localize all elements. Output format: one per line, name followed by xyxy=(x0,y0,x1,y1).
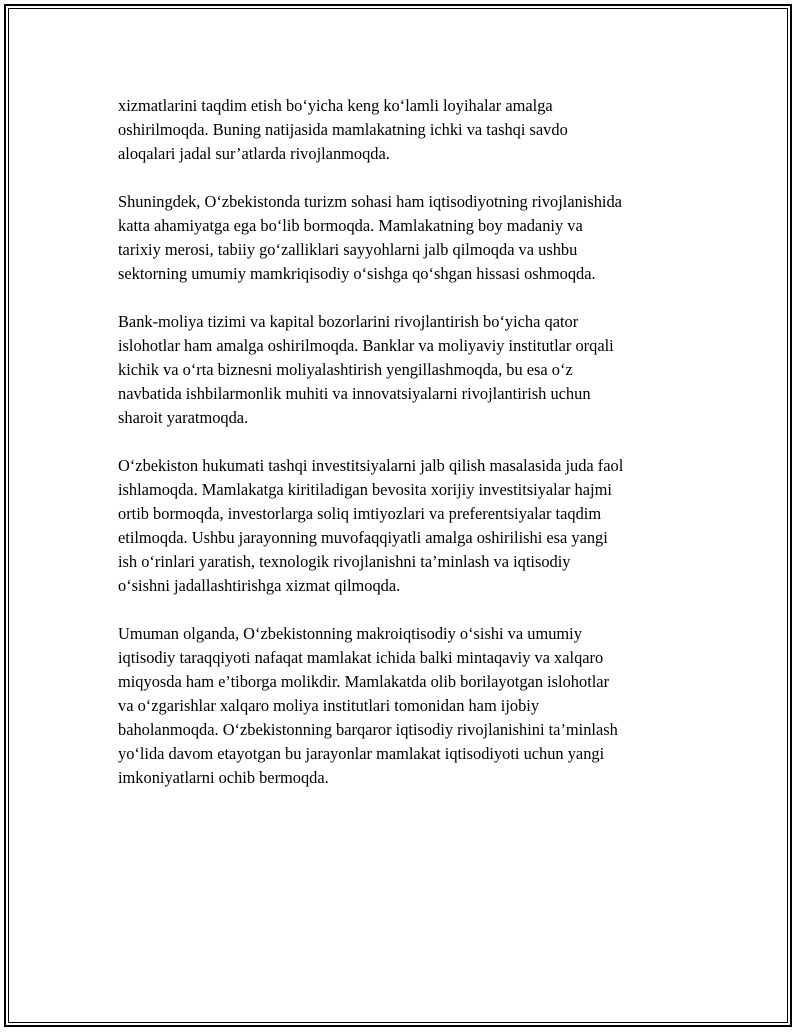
paragraph-line: o‘sishni jadallashtirishga xizmat qilmoqda. xyxy=(118,576,401,595)
paragraph-2 xyxy=(118,190,698,286)
paragraph-3 xyxy=(118,310,698,430)
paragraph-line: navbatida ishbilarmonlik muhiti va innovatsiyalarni rivojlantirish uchun xyxy=(118,384,591,403)
paragraph-line: aloqalari jadal sur’atlarda rivojlanmoqda. xyxy=(118,144,390,163)
paragraph-line: islohotlar ham amalga oshirilmoqda. Banklar va moliyaviy institutlar orqali xyxy=(118,336,614,355)
document-body xyxy=(118,94,698,814)
paragraph-line: ish o‘rinlari yaratish, texnologik rivojlanishni ta’minlash va iqtisodiy xyxy=(118,552,571,571)
paragraph-4 xyxy=(118,454,698,598)
paragraph-line: miqyosda ham e’tiborga molikdir. Mamlakatda olib borilayotgan islohotlar xyxy=(118,672,610,691)
paragraph-line: imkoniyatlarni ochib bermoqda. xyxy=(118,768,329,787)
paragraph-line: ishlamoqda. Mamlakatga kiritiladigan bevosita xorijiy investitsiyalar hajmi xyxy=(118,480,612,499)
paragraph-1 xyxy=(118,94,698,166)
paragraph-line: etilmoqda. Ushbu jarayonning muvofaqqiyatli amalga oshirilishi esa yangi xyxy=(118,528,608,547)
paragraph-line: sektorning umumiy mamkriqisodiy o‘sishga qo‘shgan hissasi oshmoqda. xyxy=(118,264,596,283)
paragraph-line: O‘zbekiston hukumati tashqi investitsiyalarni jalb qilish masalasida juda faol xyxy=(118,456,624,475)
paragraph-line: katta ahamiyatga ega bo‘lib bormoqda. Mamlakatning boy madaniy va xyxy=(118,216,583,235)
paragraph-line: va o‘zgarishlar xalqaro moliya institutlari tomonidan ham ijobiy xyxy=(118,696,540,715)
paragraph-line: Bank-moliya tizimi va kapital bozorlarini rivojlantirish bo‘yicha qator xyxy=(118,312,579,331)
paragraph-line: tarixiy merosi, tabiiy go‘zalliklari sayyohlarni jalb qilmoqda va ushbu xyxy=(118,240,578,259)
paragraph-line: iqtisodiy taraqqiyoti nafaqat mamlakat ichida balki mintaqaviy va xalqaro xyxy=(118,648,604,667)
paragraph-5 xyxy=(118,622,698,790)
paragraph-line: sharoit yaratmoqda. xyxy=(118,408,249,427)
paragraph-line: baholanmoqda. O‘zbekistonning barqaror iqtisodiy rivojlanishini ta’minlash xyxy=(118,720,618,739)
paragraph-line: ortib bormoqda, investorlarga soliq imtiyozlari va preferentsiyalar taqdim xyxy=(118,504,602,523)
paragraph-line: Shuningdek, O‘zbekistonda turizm sohasi ham iqtisodiyotning rivojlanishida xyxy=(118,192,622,211)
paragraph-line: yo‘lida davom etayotgan bu jarayonlar mamlakat iqtisodiyoti uchun yangi xyxy=(118,744,605,763)
paragraph-line: xizmatlarini taqdim etish bo‘yicha keng ko‘lamli loyihalar amalga xyxy=(118,96,553,115)
paragraph-line: oshirilmoqda. Buning natijasida mamlakatning ichki va tashqi savdo xyxy=(118,120,568,139)
paragraph-line: kichik va o‘rta biznesni moliyalashtirish yengillashmoqda, bu esa o‘z xyxy=(118,360,573,379)
paragraph-line: Umuman olganda, O‘zbekistonning makroiqtisodiy o‘sishi va umumiy xyxy=(118,624,582,643)
